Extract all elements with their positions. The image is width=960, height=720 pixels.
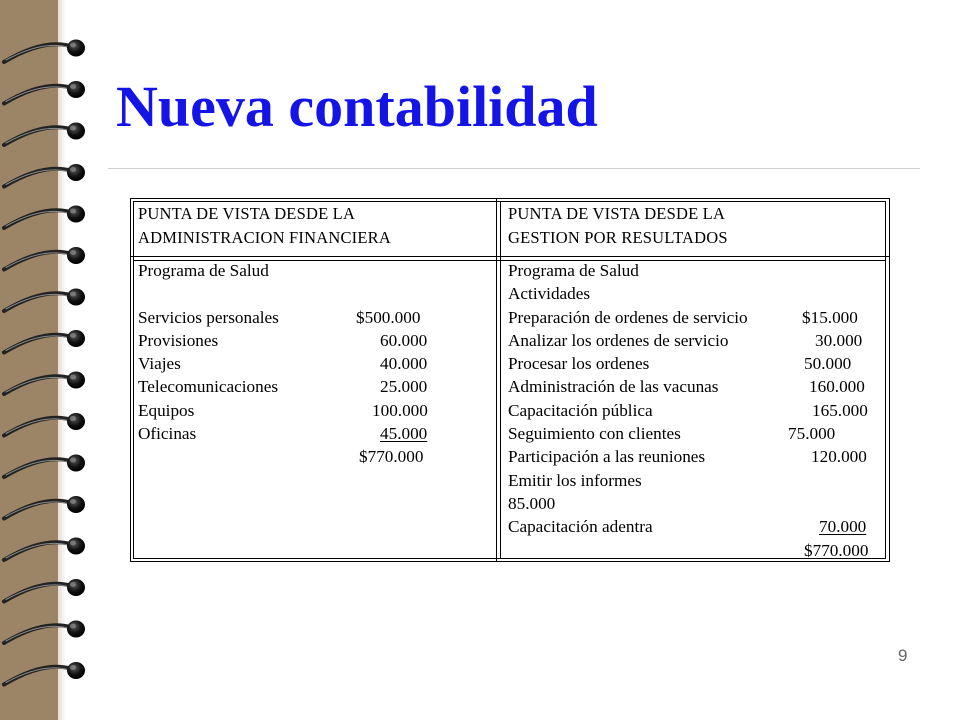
row-amount: 70.000 [819, 517, 867, 537]
header-results [508, 202, 728, 250]
spiral-rings-icon [0, 0, 112, 720]
table-row [508, 399, 884, 422]
table-row [138, 422, 488, 445]
row-amount: 75.000 [788, 424, 836, 444]
row-amount: 40.000 [380, 354, 428, 374]
spacer [138, 282, 488, 305]
row-label: Telecomunicaciones [138, 377, 279, 397]
row-amount: 45.000 [380, 424, 428, 444]
header-financial [138, 202, 391, 250]
comparison-table [130, 198, 890, 562]
total-row [508, 539, 884, 562]
total-amount: $770.000 [359, 447, 424, 467]
table-row [138, 399, 488, 422]
table-row [508, 352, 884, 375]
table-row [508, 515, 884, 538]
row-label: Administración de las vacunas [508, 377, 719, 397]
row-amount: 60.000 [380, 330, 428, 350]
left-program: Programa de Salud [138, 261, 269, 280]
title-divider [108, 168, 920, 169]
row-amount: 50.000 [804, 354, 852, 374]
table-row [508, 422, 884, 445]
total-row [138, 445, 488, 468]
table-row [138, 352, 488, 375]
header-results-line-2: GESTION POR RESULTADOS [508, 228, 728, 247]
row-label: Participación a las reuniones [508, 447, 706, 467]
total-amount: $770.000 [804, 540, 869, 560]
row-label: Servicios personales [138, 307, 279, 327]
table-row [138, 306, 488, 329]
table-row [508, 375, 884, 398]
row-label: Equipos [138, 400, 195, 420]
slide-title: Nueva contabilidad [116, 74, 598, 139]
row-amount: 165.000 [812, 400, 868, 420]
notebook-binding [0, 0, 112, 720]
header-financial-line-2: ADMINISTRACION FINANCIERA [138, 228, 391, 247]
row-label: Seguimiento con clientes [508, 424, 681, 444]
row-amount: $15.000 [802, 307, 858, 327]
row-label: Emitir los informes [508, 470, 642, 490]
row-amount: 100.000 [372, 400, 428, 420]
table-row [508, 492, 884, 515]
right-subheading: Actividades [508, 284, 591, 304]
table-row [508, 469, 884, 492]
financial-column [138, 259, 488, 469]
table-row [138, 329, 488, 352]
row-amount: 120.000 [811, 447, 867, 467]
right-program: Programa de Salud [508, 261, 639, 280]
row-label: Provisiones [138, 330, 219, 350]
row-label: 85.000 [508, 493, 556, 513]
table-row [138, 375, 488, 398]
table-row [508, 445, 884, 468]
row-amount: 160.000 [809, 377, 865, 397]
page-number: 9 [898, 646, 908, 665]
row-label: Capacitación pública [508, 400, 653, 420]
row-label: Procesar los ordenes [508, 354, 650, 374]
row-label: Viajes [138, 354, 181, 374]
row-label: Analizar los ordenes de servicio [508, 330, 729, 350]
results-column [508, 259, 884, 562]
row-label: Capacitación adentra [508, 517, 653, 537]
header-financial-line-1: PUNTA DE VISTA DESDE LA [138, 204, 356, 223]
row-label: Oficinas [138, 424, 197, 444]
table-row [508, 306, 884, 329]
header-results-line-1: PUNTA DE VISTA DESDE LA [508, 204, 726, 223]
row-label: Preparación de ordenes de servicio [508, 307, 748, 327]
row-amount: 30.000 [815, 330, 863, 350]
table-row [508, 329, 884, 352]
row-amount: 25.000 [380, 377, 428, 397]
row-amount: $500.000 [356, 307, 421, 327]
